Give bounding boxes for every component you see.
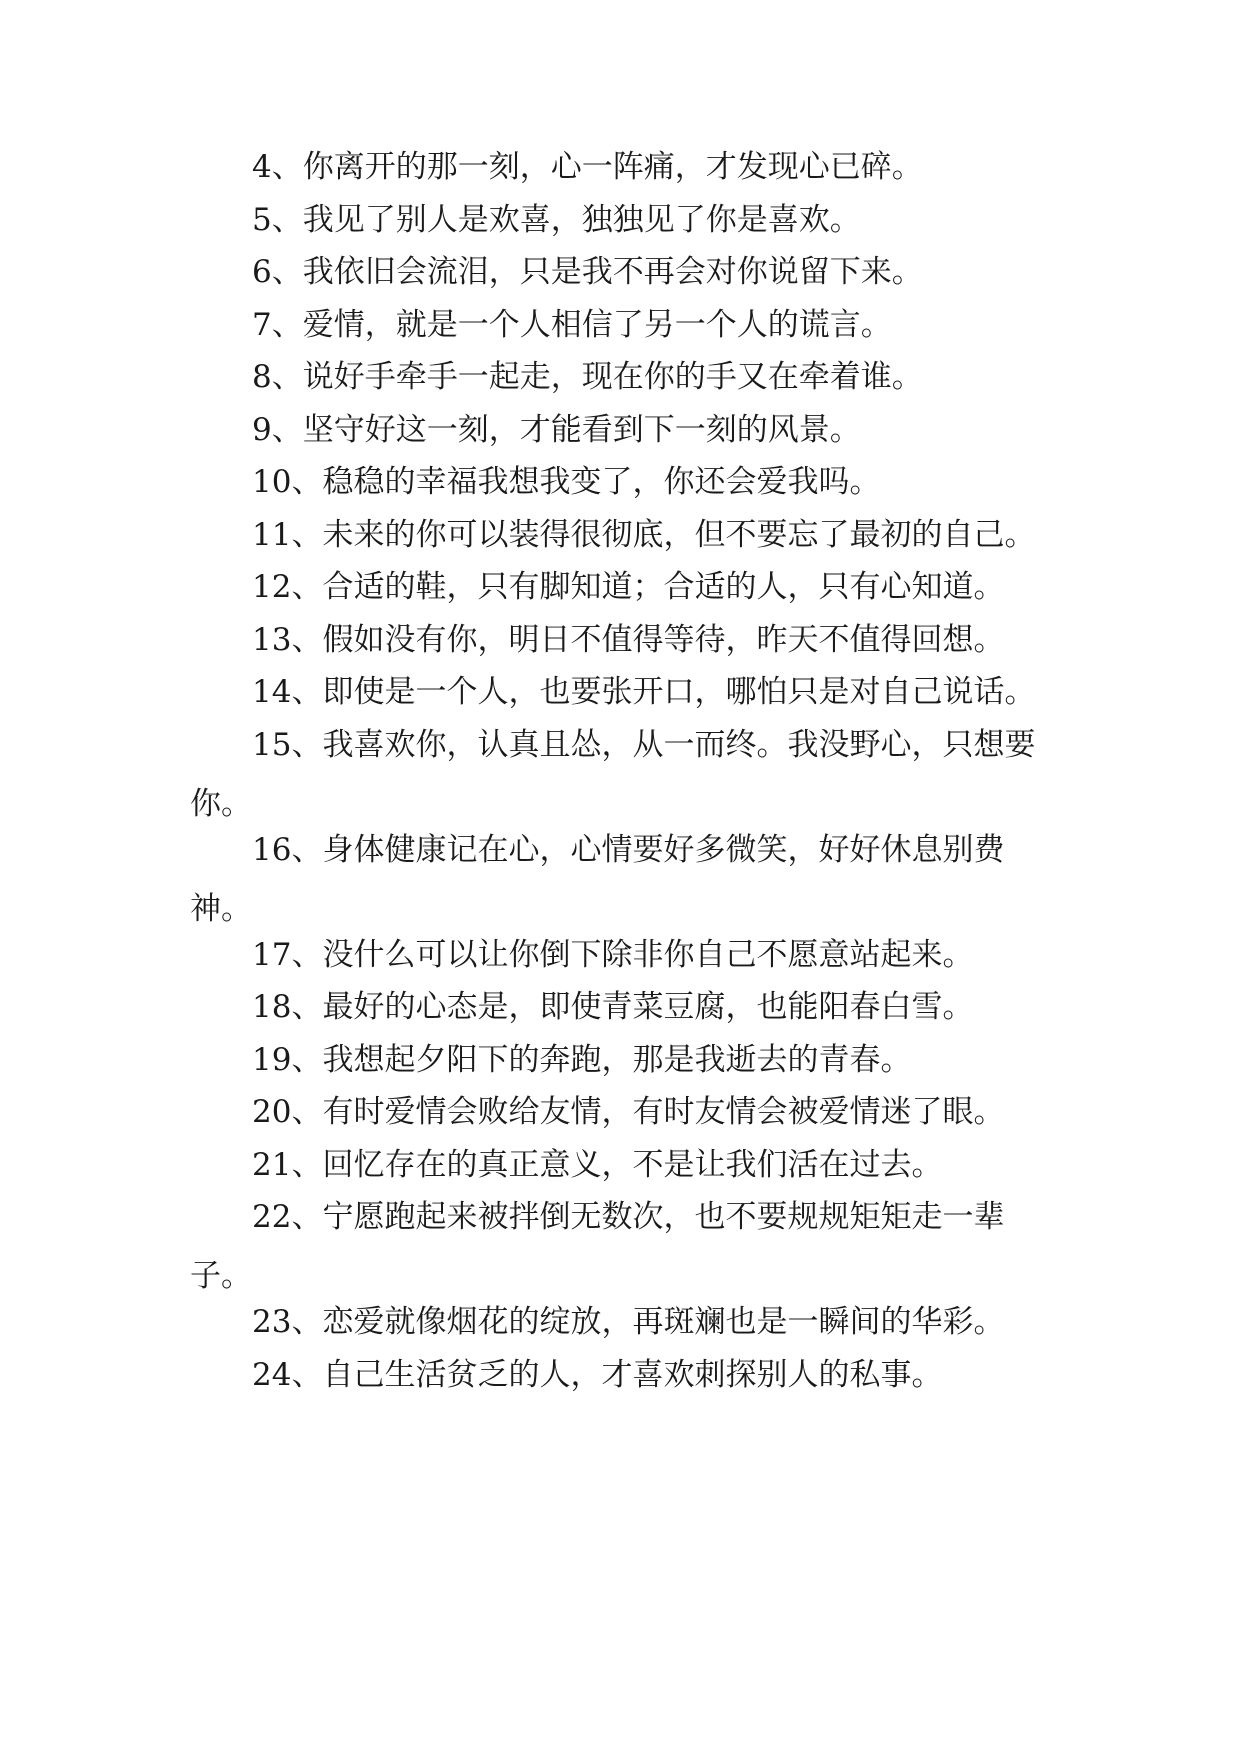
paragraph-17: 17、没什么可以让你倒下除非你自己不愿意站起来。 [252, 937, 974, 973]
paragraph-24: 24、自己生活贫乏的人，才喜欢刺探别人的私事。 [252, 1357, 943, 1393]
paragraph-4: 4、你离开的那一刻，心一阵痛，才发现心已碎。 [252, 149, 923, 185]
paragraph-18: 18、最好的心态是，即使青菜豆腐，也能阳春白雪。 [252, 989, 974, 1025]
paragraph-13: 13、假如没有你，明日不值得等待，昨天不值得回想。 [252, 622, 1005, 658]
paragraph-6: 6、我依旧会流泪，只是我不再会对你说留下来。 [252, 254, 923, 290]
paragraph-23: 23、恋爱就像烟花的绽放，再斑斓也是一瞬间的华彩。 [252, 1304, 1005, 1340]
paragraph-7: 7、爱情，就是一个人相信了另一个人的谎言。 [252, 307, 892, 343]
paragraph-8: 8、说好手牵手一起走，现在你的手又在牵着谁。 [252, 359, 923, 395]
paragraph-20: 20、有时爱情会败给友情，有时友情会被爱情迷了眼。 [252, 1094, 1005, 1130]
paragraph-14: 14、即使是一个人，也要张开口，哪怕只是对自己说话。 [252, 674, 1036, 710]
paragraph-9: 9、坚守好这一刻，才能看到下一刻的风景。 [252, 412, 861, 448]
paragraph-5: 5、我见了别人是欢喜，独独见了你是喜欢。 [252, 202, 861, 238]
paragraph-21: 21、回忆存在的真正意义，不是让我们活在过去。 [252, 1147, 943, 1183]
paragraph-10: 10、稳稳的幸福我想我变了，你还会爱我吗。 [252, 464, 881, 500]
paragraph-22: 22、宁愿跑起来被拌倒无数次，也不要规规矩矩走一辈子。 [190, 1199, 1005, 1294]
paragraph-19: 19、我想起夕阳下的奔跑，那是我逝去的青春。 [252, 1042, 912, 1078]
paragraph-12: 12、合适的鞋，只有脚知道；合适的人，只有心知道。 [252, 569, 1005, 605]
paragraph-15: 15、我喜欢你，认真且怂，从一而终。我没野心，只想要你。 [190, 727, 1036, 822]
paragraph-16: 16、身体健康记在心，心情要好多微笑，好好休息别费神。 [190, 832, 1005, 927]
paragraph-11: 11、未来的你可以装得很彻底，但不要忘了最初的自己。 [252, 517, 1036, 553]
